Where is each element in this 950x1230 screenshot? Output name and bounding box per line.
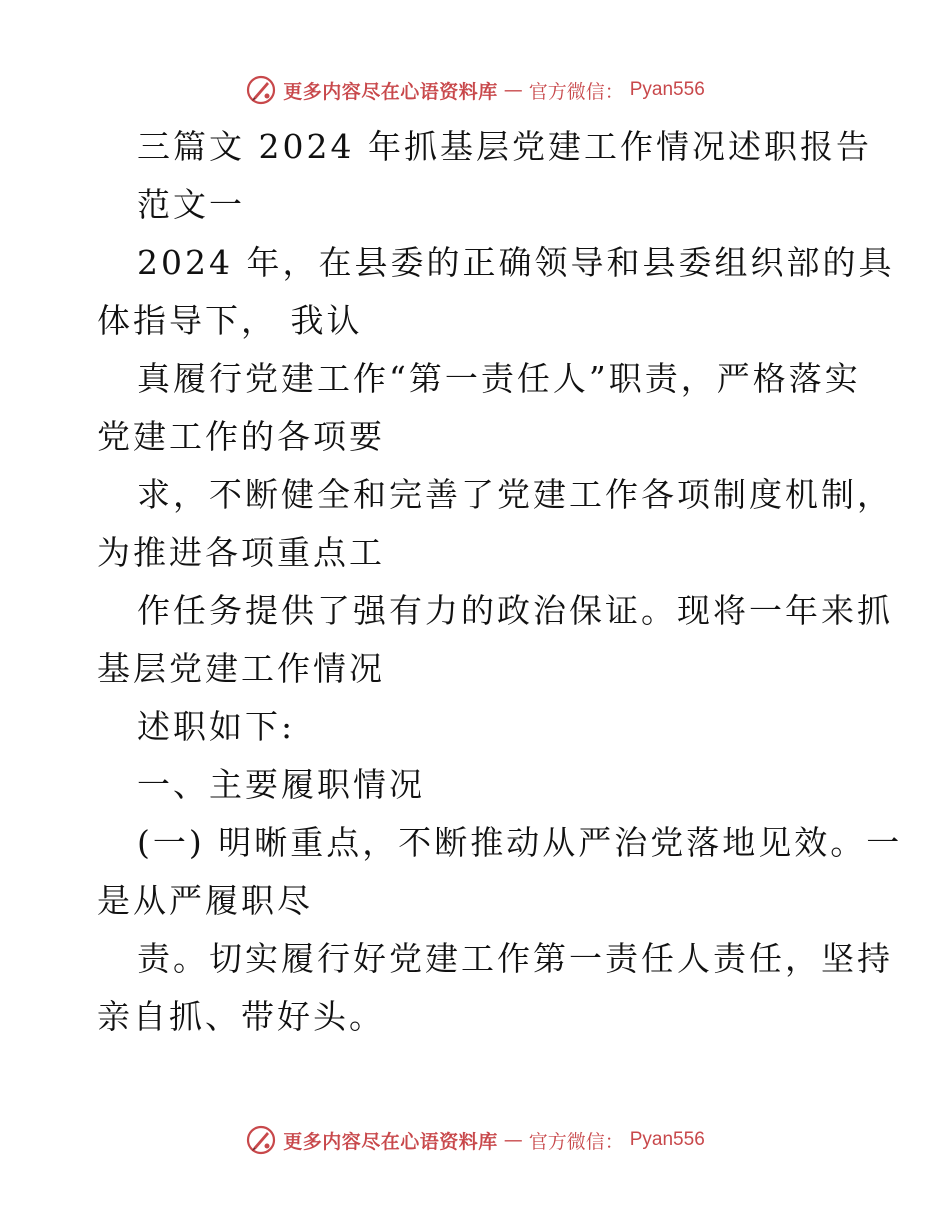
document-subtitle: 范文一 <box>137 185 245 224</box>
paragraph-line: 述职如下: <box>137 707 296 746</box>
banner-wechat-id: Pyan556 <box>629 79 705 100</box>
paragraph-line: 作任务提供了强有力的政治保证。现将一年来抓 <box>137 591 893 630</box>
banner-main-text: 更多内容尽在心语资料库 <box>283 80 498 103</box>
section-heading: 一、主要履职情况 <box>137 765 425 804</box>
header-banner <box>0 70 950 110</box>
footer-banner <box>0 1120 950 1160</box>
paragraph-line: (一) 明晰重点，不断推动从严治党落地见效。一 <box>137 823 903 862</box>
quill-logo-icon <box>245 74 277 106</box>
banner-dash: — <box>503 79 523 101</box>
header-banner-content <box>245 74 705 106</box>
paragraph-line: 基层党建工作情况 <box>97 649 385 688</box>
banner-wechat-label: 官方微信： <box>528 80 624 103</box>
paragraph-line: 责。切实履行好党建工作第一责任人责任，坚持 <box>137 939 893 978</box>
banner-dash: — <box>503 1129 523 1151</box>
paragraph-line: 体指导下， 我认 <box>97 301 363 340</box>
paragraph-line: 2024 年，在县委的正确领导和县委组织部的具 <box>137 243 895 282</box>
paragraph-line: 亲自抓、带好头。 <box>97 997 385 1036</box>
document-title: 三篇文 2024 年抓基层党建工作情况述职报告 <box>137 127 872 166</box>
paragraph-line: 是从严履职尽 <box>97 881 313 920</box>
banner-wechat-id: Pyan556 <box>629 1129 705 1150</box>
paragraph-line: 真履行党建工作“第一责任人”职责，严格落实 <box>137 359 861 398</box>
document-body <box>97 118 903 1046</box>
paragraph-line: 党建工作的各项要 <box>97 417 385 456</box>
banner-main-text: 更多内容尽在心语资料库 <box>283 1130 498 1153</box>
quill-logo-icon <box>245 1124 277 1156</box>
footer-banner-content <box>245 1124 705 1156</box>
paragraph-line: 为推进各项重点工 <box>97 533 385 572</box>
paragraph-line: 求，不断健全和完善了党建工作各项制度机制， <box>137 475 893 514</box>
banner-wechat-label: 官方微信： <box>528 1130 624 1153</box>
